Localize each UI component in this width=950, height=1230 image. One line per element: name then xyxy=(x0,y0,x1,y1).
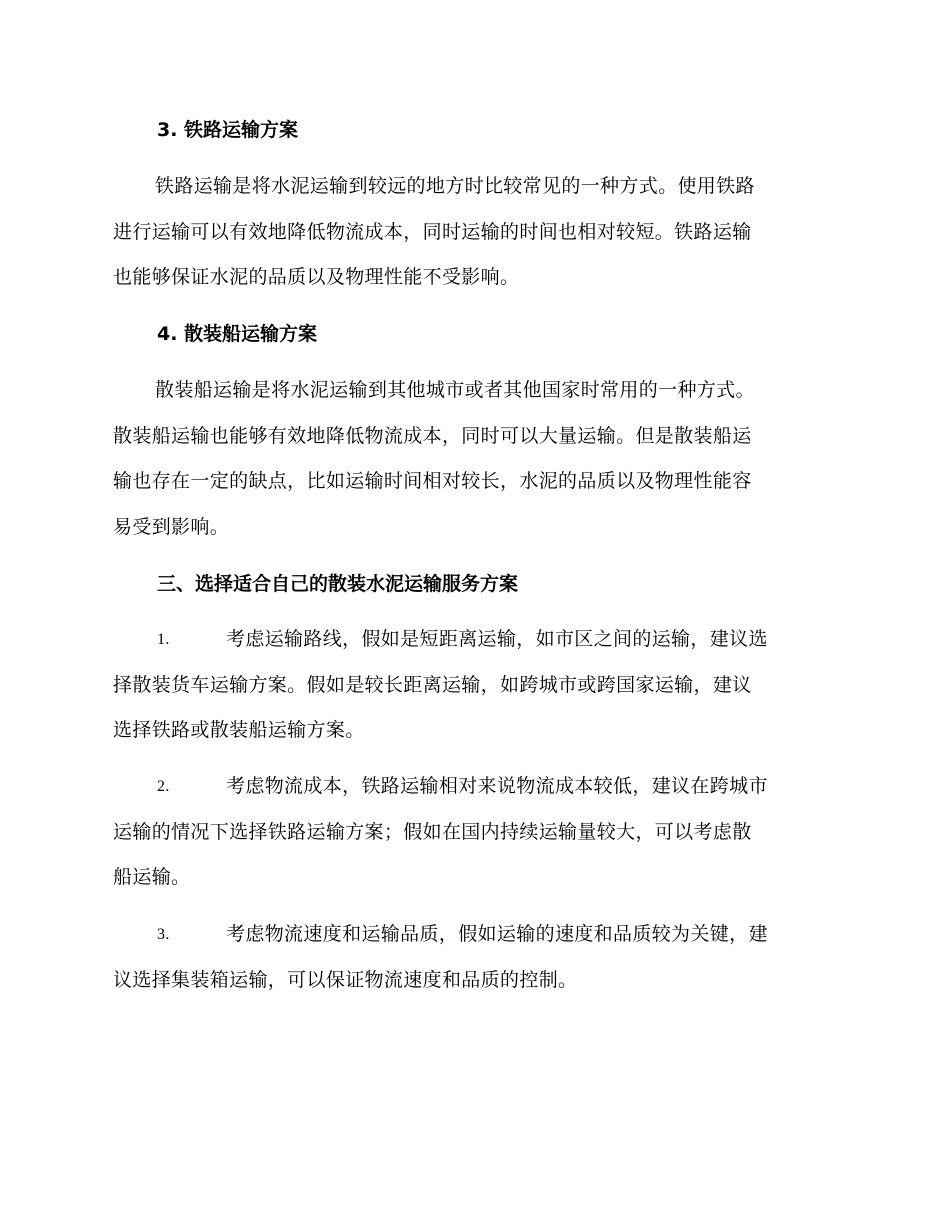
paragraph-bulk-ship xyxy=(113,368,838,550)
paragraph-line: 铁路运输是将水泥运输到较远的地方时比较常见的一种方式。使用铁路 xyxy=(155,175,755,197)
recommendation-line: 考虑物流速度和运输品质，假如运输的速度和品质较为关键，建 xyxy=(226,923,768,945)
recommendation-line: 择散装货车运输方案。假如是较长距离运输，如跨城市或跨国家运输，建议 xyxy=(113,673,752,696)
recommendation-line: 考虑运输路线，假如是短距离运输，如市区之间的运输，建议选 xyxy=(226,628,768,650)
paragraph-line: 散装船运输是将水泥运输到其他城市或者其他国家时常用的一种方式。 xyxy=(155,379,755,401)
list-number: 2. xyxy=(157,778,170,795)
main-heading: 三、选择适合自己的散装水泥运输服务方案 xyxy=(157,573,519,595)
paragraph-line: 易受到影响。 xyxy=(113,515,230,538)
recommendation-line: 议选择集装箱运输，可以保证物流速度和品质的控制。 xyxy=(113,968,578,991)
recommendation-item xyxy=(113,764,838,901)
recommendation-line: 船运输。 xyxy=(113,866,191,888)
section-heading-bulk-ship: 4. 散装船运输方案 xyxy=(157,323,318,345)
recommendation-line: 运输的情况下选择铁路运输方案；假如在国内持续运输量较大，可以考虑散 xyxy=(113,820,752,843)
section-heading-railway: 3. 铁路运输方案 xyxy=(157,119,299,141)
paragraph-line: 散装船运输也能够有效地降低物流成本，同时可以大量运输。但是散装船运 xyxy=(113,424,752,447)
recommendation-line: 考虑物流成本，铁路运输相对来说物流成本较低，建议在跨城市 xyxy=(226,775,768,797)
paragraph-line: 也能够保证水泥的品质以及物理性能不受影响。 xyxy=(113,266,520,288)
recommendation-line: 选择铁路或散装船运输方案。 xyxy=(113,719,365,741)
paragraph-line: 输也存在一定的缺点，比如运输时间相对较长，水泥的品质以及物理性能容 xyxy=(113,470,752,492)
list-number: 3. xyxy=(157,926,170,943)
list-number: 1. xyxy=(157,631,170,648)
recommendation-item xyxy=(113,912,838,1003)
paragraph-railway xyxy=(113,164,838,301)
paragraph-line: 进行运输可以有效地降低物流成本，同时运输的时间也相对较短。铁路运输 xyxy=(113,220,752,243)
recommendation-item xyxy=(113,617,838,754)
